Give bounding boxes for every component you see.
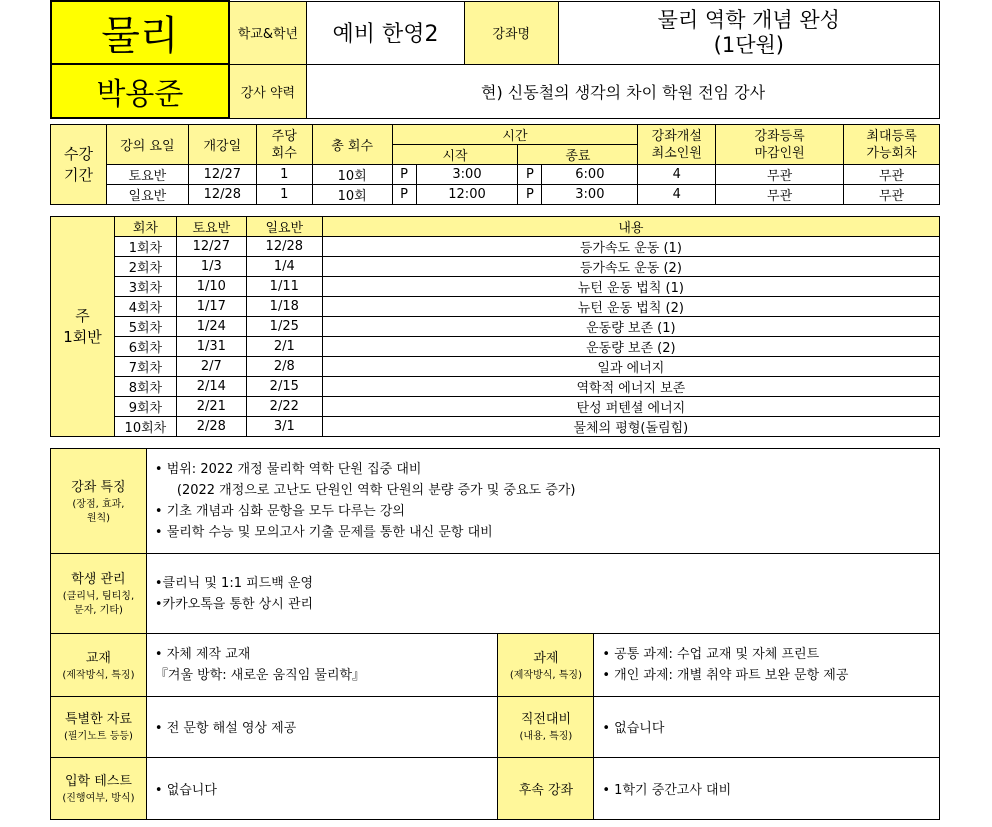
curriculum-row: 8회차 2/14 2/15 역학적 에너지 보존 — [51, 377, 940, 397]
prep-label: 직전대비 — [520, 712, 572, 728]
features-content — [146, 449, 939, 554]
followup-content: • 1학기 중간고사 대비 — [594, 757, 940, 819]
materials-label-cell: 특별한 자료 (필기노트 등등) — [51, 696, 147, 757]
curriculum-table — [50, 216, 940, 437]
header-table — [50, 0, 940, 119]
col-sun: 일요반 — [246, 217, 322, 237]
features-line: • 범위: 2022 개정 물리학 역학 단원 집중 대비 — [154, 462, 422, 478]
features-label: 강좌 특징 — [71, 479, 126, 495]
curriculum-row: 1회차 12/27 12/28 등가속도 운동 (1) — [51, 237, 940, 257]
subject-cell — [51, 1, 229, 64]
curriculum-row: 3회차 1/10 1/11 뉴턴 운동 법칙 (1) — [51, 277, 940, 297]
course-label: 강좌명 — [464, 1, 558, 64]
col-sat: 토요반 — [176, 217, 246, 237]
col-deadline: 강좌등록 마감인원 — [716, 125, 844, 165]
col-max: 최대등록 가능회차 — [844, 125, 940, 165]
course-title-cell — [558, 1, 939, 64]
col-time-end: 종료 — [518, 145, 638, 165]
materials-content: • 전 문항 해설 영상 제공 — [146, 696, 498, 757]
test-content: • 없습니다 — [146, 757, 498, 819]
features-line: • 기초 개념과 심화 문항을 모두 다루는 강의 — [154, 504, 405, 520]
teacher-name: 박용준 — [96, 77, 184, 112]
management-content — [146, 554, 939, 634]
schedule-row: 일요반 12/28 1 10회 P 12:00 P 3:00 4 무관 무관 — [51, 185, 940, 205]
prep-content: • 없습니다 — [594, 696, 940, 757]
subject-title: 물리 — [101, 13, 179, 59]
col-day: 강의 요일 — [106, 125, 188, 165]
test-label: 입학 테스트 — [64, 773, 132, 789]
materials-label: 특별한 자료 — [64, 712, 132, 728]
col-content: 내용 — [322, 217, 939, 237]
curriculum-row: 4회차 1/17 1/18 뉴턴 운동 법칙 (2) — [51, 297, 940, 317]
followup-label: 후속 강좌 — [498, 757, 594, 819]
curriculum-row: 2회차 1/3 1/4 등가속도 운동 (2) — [51, 257, 940, 277]
col-time: 시간 — [392, 125, 638, 145]
homework-content: • 공통 과제: 수업 교재 및 자체 프린트 • 개인 과제: 개별 취약 파트 보완 문항 제공 — [594, 634, 940, 696]
curriculum-row: 10회차 2/28 3/1 물체의 평형(돌림힘) — [51, 417, 940, 437]
school-grade-value: 예비 한영2 — [307, 1, 465, 64]
textbook-label: 교재 — [85, 650, 111, 666]
management-label: 학생 관리 — [71, 572, 126, 588]
course-title-unit: (1단원) — [713, 32, 784, 57]
schedule-table — [50, 124, 940, 205]
prep-label-cell: 직전대비 (내용, 특징) — [498, 696, 594, 757]
features-line: • 물리학 수능 및 모의고사 기출 문제를 통한 내신 문항 대비 — [154, 525, 493, 541]
management-label-cell: 학생 관리 (클리닉, 팀티칭, 문자, 기타) — [51, 554, 147, 634]
course-title: 물리 역학 개념 완성 — [657, 7, 840, 32]
career-label: 강사 약력 — [229, 64, 307, 118]
curriculum-row: 7회차 2/7 2/8 일과 에너지 — [51, 357, 940, 377]
col-session: 회차 — [114, 217, 176, 237]
schedule-row: 토요반 12/27 1 10회 P 3:00 P 6:00 4 무관 무관 — [51, 165, 940, 185]
curriculum-row: 9회차 2/21 2/22 탄성 퍼텐셜 에너지 — [51, 397, 940, 417]
textbook-label-cell: 교재 (제작방식, 특징) — [51, 634, 147, 696]
curriculum-row: 6회차 1/31 2/1 운동량 보존 (2) — [51, 337, 940, 357]
school-grade-label: 학교&학년 — [229, 1, 307, 64]
management-line: •클리닉 및 1:1 피드백 운영 — [154, 575, 314, 591]
col-weekly: 주당 회수 — [256, 125, 312, 165]
career-value: 현) 신동철의 생각의 차이 학원 전임 강사 — [307, 64, 940, 118]
features-label-cell: 강좌 특징 (장점, 효과, 원칙) — [51, 449, 147, 554]
homework-label: 과제 — [533, 650, 559, 666]
col-min: 강좌개설 최소인원 — [638, 125, 716, 165]
details-table — [50, 448, 940, 820]
col-total: 총 회수 — [312, 125, 392, 165]
management-line: •카카오톡을 통한 상시 관리 — [154, 596, 314, 612]
teacher-cell — [51, 64, 229, 118]
features-line: (2022 개정으로 고난도 단원인 역학 단원의 분량 증가 및 중요도 증가) — [176, 483, 576, 499]
col-time-start: 시작 — [392, 145, 518, 165]
period-label: 수강 기간 — [51, 125, 107, 205]
homework-label-cell: 과제 (제작방식, 특징) — [498, 634, 594, 696]
curriculum-side-label: 주 1회반 — [51, 217, 115, 437]
curriculum-row: 5회차 1/24 1/25 운동량 보존 (1) — [51, 317, 940, 337]
textbook-content: • 자체 제작 교재 『겨울 방학: 새로운 움직임 물리학』 — [146, 634, 498, 696]
test-label-cell: 입학 테스트 (진행여부, 방식) — [51, 757, 147, 819]
col-start-date: 개강일 — [188, 125, 256, 165]
